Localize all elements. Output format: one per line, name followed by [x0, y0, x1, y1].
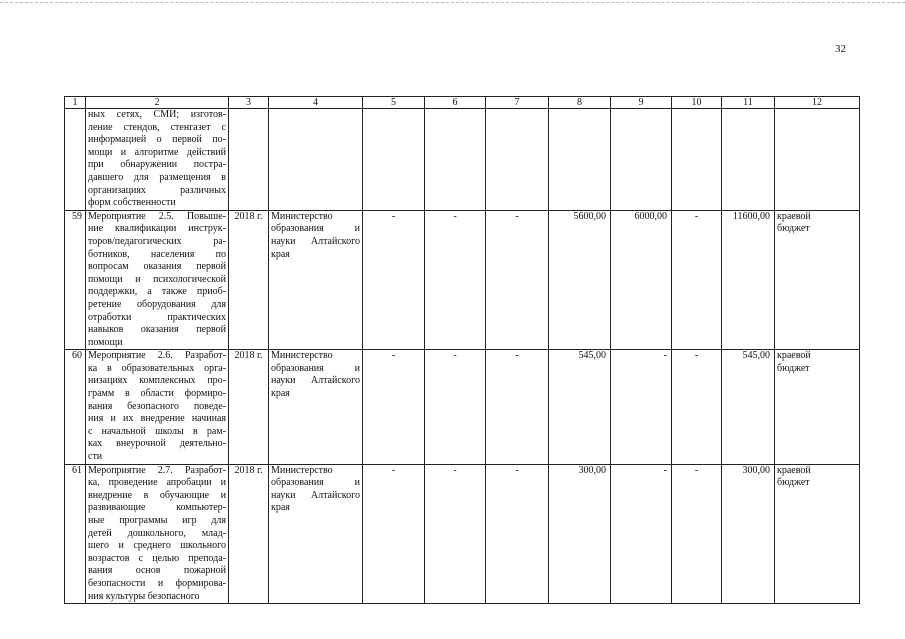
- funding-source-line: бюджет: [777, 362, 810, 374]
- value-col-11: [722, 109, 775, 211]
- activity-description-line: низациях комплексных про-: [88, 375, 226, 387]
- value-col-11: 545,00: [722, 350, 775, 464]
- activity-description-line: ния культуры безопасного: [88, 590, 200, 602]
- value-col-11: 300,00: [722, 464, 775, 604]
- activity-description-line: мощи и алгоритме действий: [88, 146, 226, 158]
- activity-description-line: организациях различных: [88, 184, 226, 196]
- activities-table: [64, 96, 860, 604]
- funding-source-line: краевой: [777, 210, 811, 222]
- column-number-9: 9: [611, 97, 672, 109]
- activity-description-line: ление стендов, стенгазет с: [88, 121, 226, 133]
- column-number-11: 11: [722, 97, 775, 109]
- activity-description-line: при обнаружении постра-: [88, 159, 226, 171]
- table-row: [65, 210, 860, 350]
- page-number: 32: [835, 43, 846, 55]
- implementation-year: 2018 г.: [229, 464, 269, 604]
- value-col-6: -: [425, 350, 486, 464]
- activity-description-line: внедрение в обучающие и: [88, 489, 226, 501]
- activity-description-line: форм собственности: [88, 197, 176, 209]
- activity-description-line: шего и среднего школьного: [88, 540, 226, 552]
- activity-description-line: ка в образовательных орга-: [88, 362, 226, 374]
- column-number-4: 4: [269, 97, 363, 109]
- activity-description-line: с начальной школы в рам-: [88, 425, 226, 437]
- activity-description-line: ка, проведение апробации и: [88, 477, 226, 489]
- activity-description: [86, 210, 229, 350]
- executor: [269, 210, 363, 350]
- value-col-9: [611, 109, 672, 211]
- activity-description-line: помощи: [88, 336, 123, 348]
- funding-source-line: краевой: [777, 350, 811, 362]
- funding-source: [775, 109, 860, 211]
- value-col-9: -: [611, 464, 672, 604]
- row-number: 59: [65, 210, 86, 350]
- implementation-year: 2018 г.: [229, 210, 269, 350]
- value-col-5: -: [363, 210, 425, 350]
- column-number-7: 7: [486, 97, 549, 109]
- value-col-5: -: [363, 350, 425, 464]
- column-number-12: 12: [775, 97, 860, 109]
- table-row: [65, 350, 860, 464]
- value-col-6: -: [425, 464, 486, 604]
- funding-source: [775, 350, 860, 464]
- value-col-8: 545,00: [549, 350, 611, 464]
- activity-description: [86, 464, 229, 604]
- value-col-6: -: [425, 210, 486, 350]
- funding-source: [775, 464, 860, 604]
- value-col-8: 300,00: [549, 464, 611, 604]
- funding-source: [775, 210, 860, 350]
- executor-line: науки Алтайского: [271, 489, 360, 501]
- activity-description-line: ния и их внедрение начиная: [88, 413, 226, 425]
- activity-description-line: ные программы игр для: [88, 515, 226, 526]
- activity-description-line: Мероприятие 2.5. Повыше-: [88, 210, 226, 222]
- activity-description: [86, 350, 229, 464]
- value-col-10: -: [672, 350, 722, 464]
- activity-description-line: ботников, населения по: [88, 248, 226, 260]
- executor: [269, 109, 363, 211]
- executor-line: Министерство: [271, 350, 333, 362]
- activity-description-line: ках внеурочной деятельно-: [88, 438, 226, 450]
- value-col-7: -: [486, 464, 549, 604]
- funding-source-line: краевой: [777, 464, 811, 476]
- activity-description-line: возрастов с целью препода-: [88, 552, 226, 564]
- executor-line: образования и: [271, 223, 360, 235]
- activity-description-line: безопасности и формирова-: [88, 577, 226, 589]
- column-number-6: 6: [425, 97, 486, 109]
- column-numbers-row: [65, 97, 860, 109]
- value-col-7: [486, 109, 549, 211]
- funding-source-line: бюджет: [777, 477, 810, 489]
- value-col-9: 6000,00: [611, 210, 672, 350]
- value-col-6: [425, 109, 486, 211]
- executor-line: науки Алтайского: [271, 235, 360, 247]
- activity-description-line: Мероприятие 2.6. Разработ-: [88, 350, 226, 362]
- executor-line: края: [271, 248, 290, 260]
- column-number-8: 8: [549, 97, 611, 109]
- value-col-11: 11600,00: [722, 210, 775, 350]
- executor-line: Министерство: [271, 210, 333, 222]
- executor-line: образования и: [271, 477, 360, 489]
- row-number: [65, 109, 86, 211]
- row-number: 60: [65, 350, 86, 464]
- activity-description-line: вания безопасного поведе-: [88, 400, 226, 412]
- column-number-1: 1: [65, 97, 86, 109]
- activity-description-line: вания основ пожарной: [88, 565, 226, 577]
- funding-source-line: бюджет: [777, 223, 810, 235]
- activity-description-line: поддержки, а также приоб-: [88, 286, 226, 298]
- activity-description-line: грамм в области формиро-: [88, 388, 226, 400]
- column-number-3: 3: [229, 97, 269, 109]
- activity-description-line: отработки практических: [88, 311, 226, 323]
- row-number: 61: [65, 464, 86, 604]
- activity-description-line: сти: [88, 451, 103, 463]
- activity-description-line: навыков оказания первой: [88, 324, 226, 336]
- table-row: [65, 109, 860, 211]
- column-number-10: 10: [672, 97, 722, 109]
- column-number-5: 5: [363, 97, 425, 109]
- activity-description-line: ретение оборудования для: [88, 298, 226, 310]
- activity-description-line: детей дошкольного, млад-: [88, 527, 226, 539]
- column-number-2: 2: [86, 97, 229, 109]
- executor-line: края: [271, 502, 290, 514]
- value-col-9: -: [611, 350, 672, 464]
- activity-description-line: давшего для размещения в: [88, 171, 226, 183]
- value-col-8: [549, 109, 611, 211]
- activity-description: [86, 109, 229, 211]
- activity-description-line: Мероприятие 2.7. Разработ-: [88, 464, 226, 476]
- executor-line: образования и: [271, 362, 360, 374]
- activity-description-line: ных сетях, СМИ; изготов-: [88, 109, 226, 120]
- implementation-year: 2018 г.: [229, 350, 269, 464]
- value-col-7: -: [486, 210, 549, 350]
- activity-description-line: торов/педагогических ра-: [88, 235, 226, 247]
- implementation-year: [229, 109, 269, 211]
- value-col-5: [363, 109, 425, 211]
- activity-description-line: помощи и психологической: [88, 273, 226, 285]
- value-col-8: 5600,00: [549, 210, 611, 350]
- activity-description-line: информацией о первой по-: [88, 134, 226, 146]
- value-col-10: -: [672, 464, 722, 604]
- activity-description-line: ние квалификации инструк-: [88, 223, 226, 235]
- executor-line: науки Алтайского: [271, 375, 360, 387]
- table-row: [65, 464, 860, 604]
- value-col-10: -: [672, 210, 722, 350]
- activity-description-line: вопросам оказания первой: [88, 261, 226, 273]
- value-col-5: -: [363, 464, 425, 604]
- value-col-7: -: [486, 350, 549, 464]
- executor-line: Министерство: [271, 464, 333, 476]
- scan-top-edge: [0, 2, 905, 3]
- executor: [269, 464, 363, 604]
- value-col-10: [672, 109, 722, 211]
- activity-description-line: развивающие компьютер-: [88, 502, 226, 514]
- executor-line: края: [271, 388, 290, 400]
- executor: [269, 350, 363, 464]
